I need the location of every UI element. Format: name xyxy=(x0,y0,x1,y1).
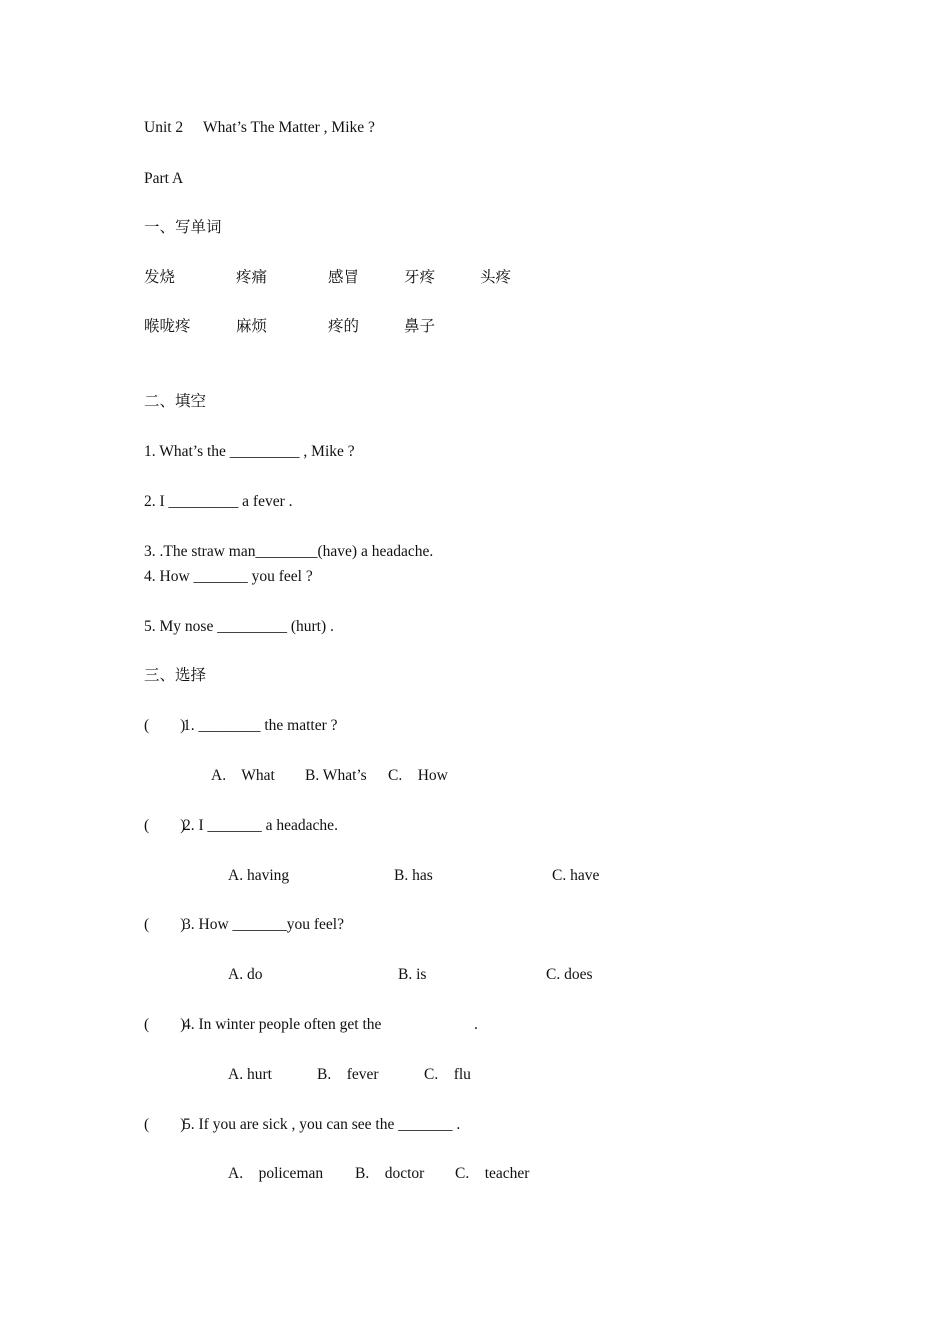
question-4-stem: 4. In winter people often get the xyxy=(183,1016,382,1033)
fill-item-4: 4. How _______ you feel ? xyxy=(144,568,313,585)
answer-paren: ( ) xyxy=(144,916,186,933)
question-1-stem: 1. ________ the matter ? xyxy=(183,717,338,734)
option-a: A. having xyxy=(228,867,290,884)
word-trouble: 麻烦 xyxy=(236,318,268,335)
option-c: C. teacher xyxy=(455,1165,530,1182)
fill-item-2: 2. I _________ a fever . xyxy=(144,493,293,510)
word-ache: 疼痛 xyxy=(236,269,268,286)
unit-number: Unit 2 xyxy=(144,119,184,136)
section2-heading: 二、填空 xyxy=(144,393,207,410)
option-a: A. hurt xyxy=(228,1066,272,1083)
part-label: Part A xyxy=(144,170,184,187)
option-b: B. doctor xyxy=(355,1165,425,1182)
word-sore-throat: 喉咙疼 xyxy=(144,318,191,335)
question-4-period: . xyxy=(474,1016,478,1033)
section3-heading: 三、选择 xyxy=(144,667,207,684)
option-c: C. have xyxy=(552,867,600,884)
fill-item-5: 5. My nose _________ (hurt) . xyxy=(144,618,334,635)
option-b: B. fever xyxy=(317,1066,379,1083)
option-b: B. is xyxy=(398,966,427,983)
answer-paren: ( ) xyxy=(144,717,186,734)
answer-paren: ( ) xyxy=(144,1016,186,1033)
answer-paren: ( ) xyxy=(144,1116,186,1133)
word-headache: 头疼 xyxy=(480,269,512,286)
word-nose: 鼻子 xyxy=(404,318,436,335)
section1-heading: 一、写单词 xyxy=(144,219,222,236)
word-fever: 发烧 xyxy=(144,269,176,286)
option-c: C. How xyxy=(388,767,448,784)
option-a: A. do xyxy=(228,966,263,983)
question-2-stem: 2. I _______ a headache. xyxy=(183,817,338,834)
option-b: B. has xyxy=(394,867,433,884)
word-cold: 感冒 xyxy=(328,269,360,286)
option-c: C. does xyxy=(546,966,593,983)
fill-item-3: 3. .The straw man________(have) a headache. xyxy=(144,543,434,560)
question-5-stem: 5. If you are sick , you can see the _______ . xyxy=(183,1116,461,1133)
option-a: A. What xyxy=(211,767,275,784)
question-3-stem: 3. How _______you feel? xyxy=(183,916,344,933)
fill-item-1: 1. What’s the _________ , Mike ? xyxy=(144,443,355,460)
option-c: C. flu xyxy=(424,1066,471,1083)
option-b: B. What’s xyxy=(305,767,367,784)
page-title: What’s The Matter , Mike ? xyxy=(203,119,375,136)
answer-paren: ( ) xyxy=(144,817,186,834)
option-a: A. policeman xyxy=(228,1165,324,1182)
word-toothache: 牙疼 xyxy=(404,269,436,286)
word-sore: 疼的 xyxy=(328,318,360,335)
